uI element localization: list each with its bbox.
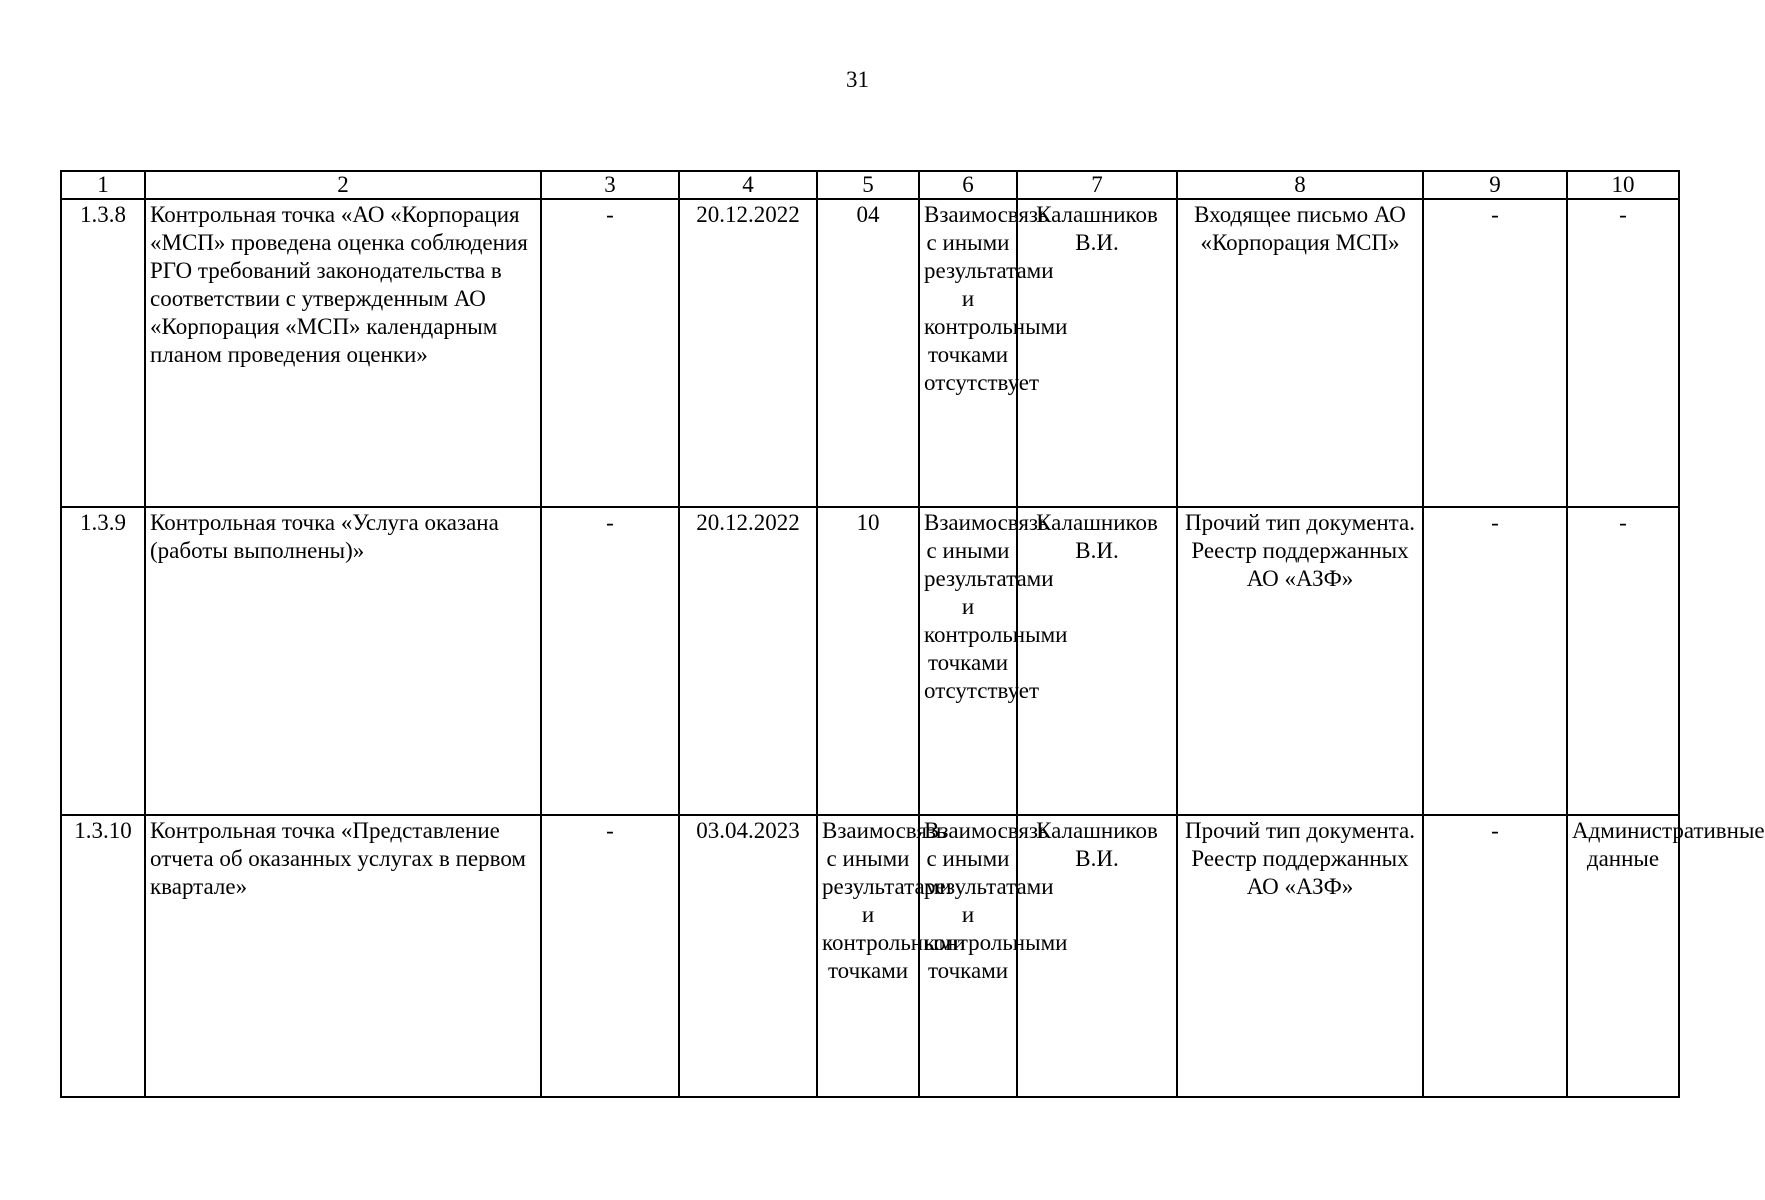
relationship-note: Взаимосвязь с иными результатами и контрольными точками — [919, 815, 1017, 1097]
column-9-value: - — [1423, 507, 1567, 815]
confirming-document: Прочий тип документа. Реестр поддержанных АО «АЗФ» — [1177, 815, 1423, 1097]
confirming-document: Прочий тип документа. Реестр поддержанных АО «АЗФ» — [1177, 507, 1423, 815]
column-5-value: Взаимосвязь с иными результатами и контрольными точками — [817, 815, 919, 1097]
column-number: 8 — [1177, 171, 1423, 199]
row-number: 1.3.10 — [61, 815, 145, 1097]
control-point-name: Контрольная точка «Представление отчета об оказанных услугах в первом квартале» — [145, 815, 541, 1097]
column-5-value: 10 — [817, 507, 919, 815]
column-number: 2 — [145, 171, 541, 199]
column-5-value: 04 — [817, 199, 919, 507]
column-number: 5 — [817, 171, 919, 199]
row-number: 1.3.8 — [61, 199, 145, 507]
table-row — [61, 199, 1679, 507]
confirming-document: Входящее письмо АО «Корпорация МСП» — [1177, 199, 1423, 507]
responsible-person: Калашников В.И. — [1017, 507, 1177, 815]
column-number: 7 — [1017, 171, 1177, 199]
control-points-table — [60, 170, 1765, 1098]
page-number: 31 — [846, 67, 869, 92]
control-point-name: Контрольная точка «Услуга оказана (работы выполнены)» — [145, 507, 541, 815]
control-point-name: Контрольная точка «АО «Корпорация «МСП» проведена оценка соблюдения РГО требований законодательства в соответствии с утвержденным АО «Корпорация «МСП» календарным планом проведения оценки» — [145, 199, 541, 507]
due-date: 20.12.2022 — [679, 507, 817, 815]
column-number: 10 — [1567, 171, 1679, 199]
column-number: 9 — [1423, 171, 1567, 199]
column-10-value: Административные данные — [1567, 815, 1679, 1097]
table-row — [61, 507, 1679, 815]
column-3-value: - — [541, 199, 679, 507]
column-9-value: - — [1423, 199, 1567, 507]
column-number-row — [61, 171, 1679, 199]
column-3-value: - — [541, 507, 679, 815]
column-number: 6 — [919, 171, 1017, 199]
column-9-value: - — [1423, 815, 1567, 1097]
due-date: 03.04.2023 — [679, 815, 817, 1097]
row-number: 1.3.9 — [61, 507, 145, 815]
column-10-value: - — [1567, 199, 1679, 507]
column-number: 4 — [679, 171, 817, 199]
column-number: 1 — [61, 171, 145, 199]
column-number: 3 — [541, 171, 679, 199]
due-date: 20.12.2022 — [679, 199, 817, 507]
relationship-note: Взаимосвязь с иными результатами и контрольными точками отсутствует — [919, 507, 1017, 815]
column-3-value: - — [541, 815, 679, 1097]
table-row — [61, 815, 1679, 1097]
responsible-person: Калашников В.И. — [1017, 199, 1177, 507]
column-10-value: - — [1567, 507, 1679, 815]
relationship-note: Взаимосвязь с иными результатами и контрольными точками отсутствует — [919, 199, 1017, 507]
responsible-person: Калашников В.И. — [1017, 815, 1177, 1097]
